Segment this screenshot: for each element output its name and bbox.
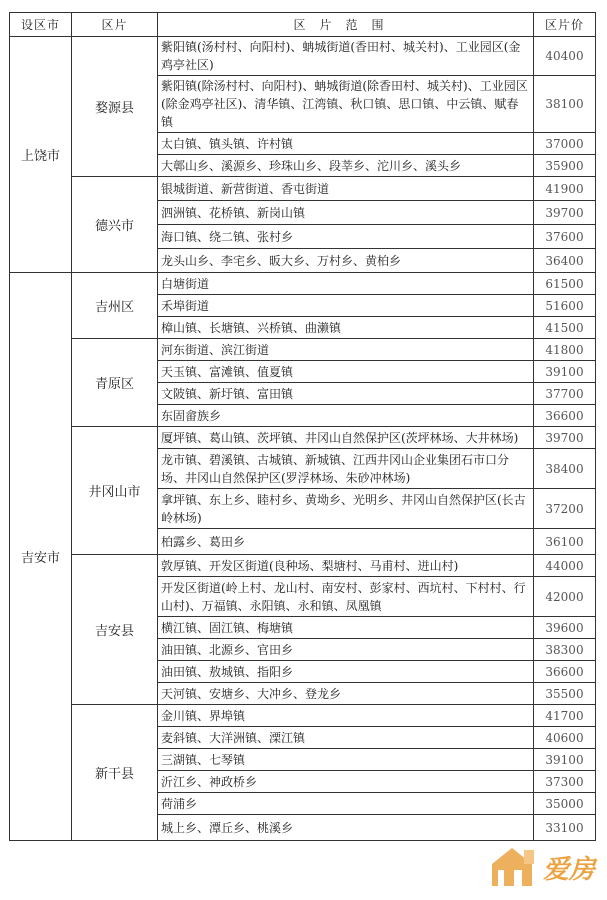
range-cell: 文陂镇、新圩镇、富田镇 [158, 383, 534, 405]
city-cell: 吉安市 [10, 273, 72, 841]
price-cell: 36400 [534, 249, 596, 273]
price-cell: 35500 [534, 683, 596, 705]
price-cell: 36100 [534, 529, 596, 555]
range-cell: 紫阳镇(除汤村村、向阳村)、蚺城街道(除香田村、城关村)、工业园区(除金鸡亭社区)、清华镇、江湾镇、秋口镇、思口镇、中云镇、赋春镇 [158, 76, 534, 133]
range-cell: 敦厚镇、开发区街道(良种场、梨塘村、马甫村、迸山村) [158, 555, 534, 577]
price-cell: 37000 [534, 133, 596, 155]
header-range: 区片范围 [158, 13, 534, 37]
range-cell: 银城街道、新营街道、香屯街道 [158, 177, 534, 201]
district-cell: 婺源县 [72, 37, 158, 177]
price-cell: 37600 [534, 225, 596, 249]
table-row [10, 177, 596, 201]
district-cell: 井冈山市 [72, 427, 158, 555]
price-cell: 51600 [534, 295, 596, 317]
price-cell: 37200 [534, 489, 596, 529]
price-cell: 40600 [534, 727, 596, 749]
watermark [488, 844, 595, 890]
range-cell: 紫阳镇(汤村村、向阳村)、蚺城街道(香田村、城关村)、工业园区(金鸡亭社区) [158, 37, 534, 76]
price-cell: 44000 [534, 555, 596, 577]
price-cell: 36600 [534, 661, 596, 683]
header-city: 设区市 [10, 13, 72, 37]
price-cell: 39100 [534, 749, 596, 771]
range-cell: 麦斜镇、大洋洲镇、溧江镇 [158, 727, 534, 749]
range-cell: 龙市镇、碧溪镇、古城镇、新城镇、江西井冈山企业集团石市口分场、井冈山自然保护区(罗浮林场、朱砂冲林场) [158, 449, 534, 489]
price-cell: 41500 [534, 317, 596, 339]
price-cell: 41800 [534, 339, 596, 361]
range-cell: 河东街道、滨江街道 [158, 339, 534, 361]
range-cell: 拿坪镇、东上乡、睦村乡、黄坳乡、光明乡、井冈山自然保护区(长古岭林场) [158, 489, 534, 529]
table-row [10, 555, 596, 577]
price-cell: 38100 [534, 76, 596, 133]
district-cell: 青原区 [72, 339, 158, 427]
district-cell: 吉州区 [72, 273, 158, 339]
price-cell: 39600 [534, 617, 596, 639]
price-cell: 35000 [534, 793, 596, 815]
range-cell: 天玉镇、富滩镇、值夏镇 [158, 361, 534, 383]
range-cell: 柏露乡、葛田乡 [158, 529, 534, 555]
range-cell: 金川镇、界埠镇 [158, 705, 534, 727]
range-cell: 龙头山乡、李宅乡、昄大乡、万村乡、黄柏乡 [158, 249, 534, 273]
range-cell: 荷浦乡 [158, 793, 534, 815]
range-cell: 油田镇、北源乡、官田乡 [158, 639, 534, 661]
table-row [10, 37, 596, 76]
price-cell: 37700 [534, 383, 596, 405]
header-price: 区片价 [534, 13, 596, 37]
range-cell: 三湖镇、七琴镇 [158, 749, 534, 771]
price-cell: 40400 [534, 37, 596, 76]
table-body [10, 37, 596, 841]
price-cell: 61500 [534, 273, 596, 295]
price-cell: 41700 [534, 705, 596, 727]
city-cell: 上饶市 [10, 37, 72, 273]
range-cell: 横江镇、固江镇、梅塘镇 [158, 617, 534, 639]
range-cell: 海口镇、绕二镇、张村乡 [158, 225, 534, 249]
aifang-house-logo-icon [488, 844, 540, 890]
range-cell: 沂江乡、神政桥乡 [158, 771, 534, 793]
header-district: 区片 [72, 13, 158, 37]
range-cell: 大鄣山乡、溪源乡、珍珠山乡、段莘乡、沱川乡、溪头乡 [158, 155, 534, 177]
district-cell: 新干县 [72, 705, 158, 841]
range-cell: 开发区街道(岭上村、龙山村、南安村、彭家村、西坑村、下村村、行山村)、万福镇、永阳镇、永和镇、凤凰镇 [158, 577, 534, 617]
price-cell: 36600 [534, 405, 596, 427]
price-cell: 37300 [534, 771, 596, 793]
table-row [10, 427, 596, 449]
range-cell: 油田镇、敖城镇、指阳乡 [158, 661, 534, 683]
range-cell: 白塘街道 [158, 273, 534, 295]
watermark-text: 爱房 [542, 854, 595, 885]
price-cell: 42000 [534, 577, 596, 617]
table-row [10, 273, 596, 295]
price-cell: 39700 [534, 427, 596, 449]
district-cell: 吉安县 [72, 555, 158, 705]
price-cell: 41900 [534, 177, 596, 201]
range-cell: 禾埠街道 [158, 295, 534, 317]
price-cell: 39100 [534, 361, 596, 383]
price-cell: 33100 [534, 815, 596, 841]
range-cell: 太白镇、镇头镇、许村镇 [158, 133, 534, 155]
range-cell: 城上乡、潭丘乡、桃溪乡 [158, 815, 534, 841]
range-cell: 厦坪镇、葛山镇、茨坪镇、井冈山自然保护区(茨坪林场、大井林场) [158, 427, 534, 449]
price-cell: 39700 [534, 201, 596, 225]
range-cell: 樟山镇、长塘镇、兴桥镇、曲濑镇 [158, 317, 534, 339]
table-row [10, 705, 596, 727]
land-price-table [9, 12, 596, 841]
range-cell: 泗洲镇、花桥镇、新岗山镇 [158, 201, 534, 225]
price-cell: 38400 [534, 449, 596, 489]
price-cell: 35900 [534, 155, 596, 177]
district-cell: 德兴市 [72, 177, 158, 273]
header-row [10, 13, 596, 37]
range-cell: 东固畲族乡 [158, 405, 534, 427]
price-cell: 38300 [534, 639, 596, 661]
range-cell: 天河镇、安塘乡、大冲乡、登龙乡 [158, 683, 534, 705]
table-row [10, 339, 596, 361]
